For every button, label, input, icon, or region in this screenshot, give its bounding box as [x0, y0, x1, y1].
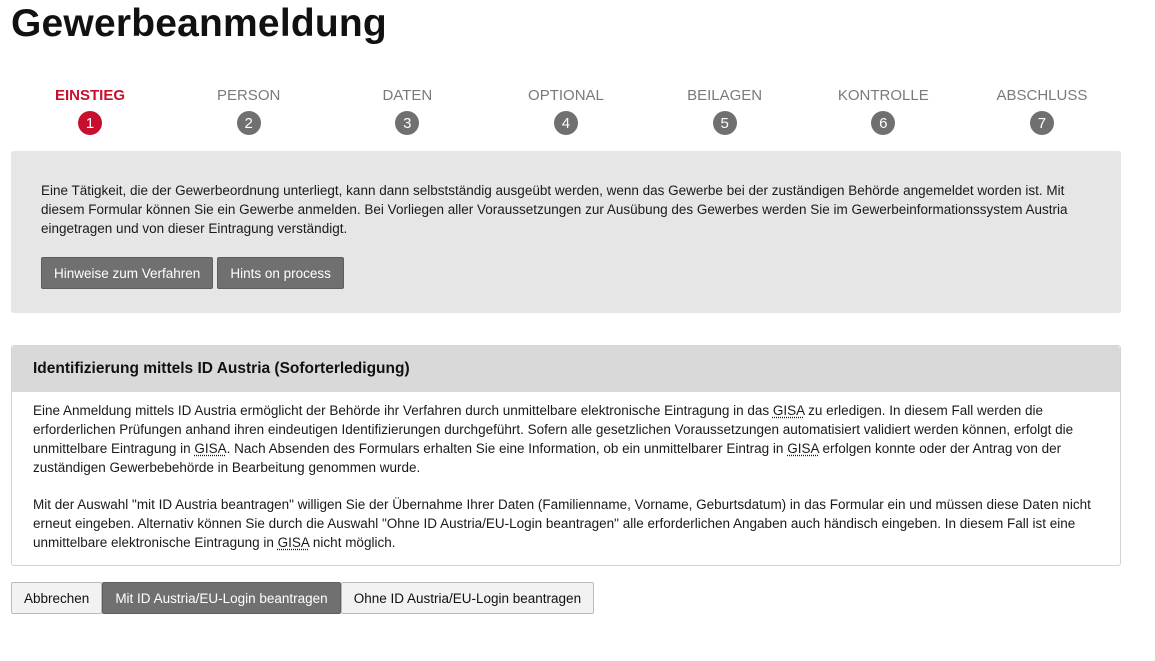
step-label: ABSCHLUSS [996, 87, 1088, 104]
form-actions [11, 582, 594, 614]
step-kontrolle [804, 87, 962, 135]
intro-text: Eine Tätigkeit, die der Gewerbeordnung unterliegt, kann dann selbstständig ausgeübt werden, wenn das Gewerbe bei der zuständigen Behörde angemeldet worden ist. Mit diesem Formular können Sie ein Gewerbe anmelden. Bei Vorliegen aller Voraussetzungen zur Ausübung des Gewerbes werden Sie im Gewerbeinformationssystem Austria eingetragen und von dieser Eintragung verständigt. [41, 183, 1068, 236]
hints-on-process-button[interactable]: Hints on process [217, 257, 344, 289]
step-beilagen [646, 87, 804, 135]
step-optional [487, 87, 645, 135]
step-number-badge: 1 [78, 111, 102, 135]
cancel-button[interactable]: Abbrechen [11, 582, 102, 614]
step-label: PERSON [216, 87, 281, 104]
step-number-badge: 6 [871, 111, 895, 135]
id-austria-paragraph-2 [33, 495, 1099, 552]
text-segment: Eine Anmeldung mittels ID Austria ermöglicht der Behörde ihr Verfahren durch unmittelbare elektronische Eintragung in das [33, 403, 773, 418]
intro-button-row [41, 257, 1091, 289]
text-segment: nicht möglich. [309, 535, 396, 550]
card-header: Identifizierung mittels ID Austria (Soforterledigung) [12, 346, 1120, 392]
gisa-abbreviation: GISA [772, 403, 805, 418]
intro-panel [11, 151, 1121, 313]
step-number-badge: 2 [237, 111, 261, 135]
gisa-abbreviation: GISA [194, 441, 227, 456]
card-body [12, 392, 1120, 552]
page-title: Gewerbeanmeldung [11, 2, 387, 45]
apply-without-id-austria-button[interactable]: Ohne ID Austria/EU-Login beantragen [341, 582, 594, 614]
id-austria-card [11, 345, 1121, 566]
text-segment: erfolgen konnte oder der Antrag von der zuständigen Gewerbebehörde in Bearbeitung genommen wurde. [33, 441, 1062, 475]
procedure-notes-button[interactable]: Hinweise zum Verfahren [41, 257, 213, 289]
step-label: EINSTIEG [54, 87, 125, 104]
step-label: OPTIONAL [528, 87, 604, 104]
step-number-badge: 3 [395, 111, 419, 135]
step-einstieg [11, 87, 169, 135]
step-daten [328, 87, 486, 135]
step-number-badge: 7 [1030, 111, 1054, 135]
step-label: BEILAGEN [687, 87, 763, 104]
progress-stepper [11, 87, 1121, 135]
step-number-badge: 4 [554, 111, 578, 135]
step-label: DATEN [382, 87, 433, 104]
text-segment: Mit der Auswahl "mit ID Austria beantragen" willigen Sie der Übernahme Ihrer Daten (Familienname, Vorname, Geburtsdatum) in das Formular ein und müssen diese Daten nicht erneut eingeben. Alternativ können Sie durch die Auswahl "Ohne ID Austria/EU-Login beantragen" alle erforderlichen Angaben auch händisch eingeben. In diesem Fall ist eine unmittelbare elektronische Eintragung in [33, 497, 1091, 550]
step-label: KONTROLLE [837, 87, 929, 104]
step-person [170, 87, 328, 135]
id-austria-paragraph-1 [33, 401, 1099, 477]
gisa-abbreviation: GISA [277, 535, 310, 550]
text-segment: zu erledigen. In diesem Fall werden die erforderlichen Prüfungen anhand ihren eindeutigen Identifizierungen durchgeführt. Sofern alle gesetzlichen Voraussetzungen automatisiert validiert werden können, erfolgt die unmittelbare Eintragung in [33, 403, 1074, 456]
gisa-abbreviation: GISA [787, 441, 819, 456]
text-segment: . Nach Absenden des Formulars erhalten Sie eine Information, ob ein unmittelbarer Eintrag in [226, 441, 788, 456]
apply-with-id-austria-button[interactable]: Mit ID Austria/EU-Login beantragen [102, 582, 340, 614]
step-number-badge: 5 [713, 111, 737, 135]
step-abschluss [963, 87, 1121, 135]
